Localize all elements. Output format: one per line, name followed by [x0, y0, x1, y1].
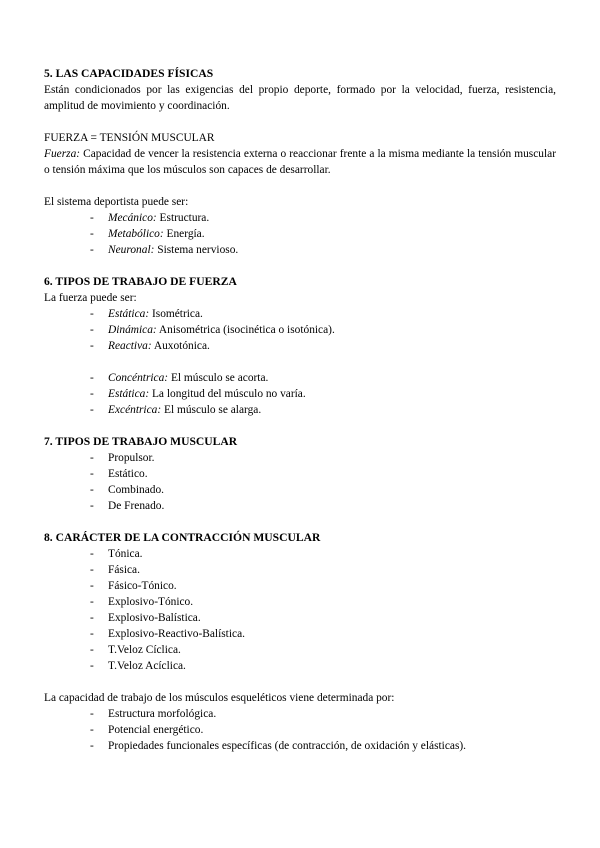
- item-text: Explosivo-Tónico.: [108, 596, 194, 608]
- fuerza-formula: FUERZA = TENSIÓN MUSCULAR: [44, 132, 215, 144]
- spacer: [44, 258, 556, 274]
- item-text: Auxotónica.: [151, 340, 210, 352]
- fuerza-definition: [44, 146, 556, 178]
- list-item: [44, 450, 556, 466]
- item-text: T.Veloz Cíclica.: [108, 644, 181, 656]
- list-item: [44, 578, 556, 594]
- list-item: [44, 402, 556, 418]
- item-text: Fásica.: [108, 564, 140, 576]
- section-6-intro: La fuerza puede ser:: [44, 292, 137, 304]
- section-6-title: 6. TIPOS DE TRABAJO DE FUERZA: [44, 275, 237, 288]
- item-text: La longitud del músculo no varía.: [149, 388, 306, 400]
- list-item: [44, 370, 556, 386]
- dash-bullet: -: [90, 708, 94, 720]
- item-text: Anisométrica (isocinética o isotónica).: [156, 324, 335, 336]
- dash-bullet: -: [90, 500, 94, 512]
- list-item: [44, 306, 556, 322]
- item-text: De Frenado.: [108, 500, 165, 512]
- item-term: Excéntrica:: [108, 404, 162, 416]
- contraction-character-list: [44, 546, 556, 674]
- item-term: Reactiva:: [108, 340, 152, 352]
- dash-bullet: -: [90, 628, 94, 640]
- section-5-intro: Están condicionados por las exigencias del propio deporte, formado por la velocidad, fuerza, resistencia, amplitud de movimiento y coordinación.: [44, 84, 556, 112]
- list-item: [44, 498, 556, 514]
- item-text: Fásico-Tónico.: [108, 580, 177, 592]
- item-text: El músculo se alarga.: [161, 404, 262, 416]
- item-text: T.Veloz Acíclica.: [108, 660, 186, 672]
- list-item: [44, 722, 556, 738]
- item-text: El músculo se acorta.: [168, 372, 269, 384]
- system-intro: El sistema deportista puede ser:: [44, 196, 189, 208]
- fuerza-term: Fuerza:: [44, 148, 81, 160]
- list-item: [44, 642, 556, 658]
- muscle-work-list: [44, 450, 556, 514]
- dash-bullet: -: [90, 596, 94, 608]
- item-text: Explosivo-Reactivo-Balística.: [108, 628, 245, 640]
- dash-bullet: -: [90, 468, 94, 480]
- dash-bullet: -: [90, 660, 94, 672]
- list-item: [44, 386, 556, 402]
- item-text: Tónica.: [108, 548, 143, 560]
- dash-bullet: -: [90, 340, 94, 352]
- list-item: [44, 658, 556, 674]
- dash-bullet: -: [90, 564, 94, 576]
- item-text: Isométrica.: [149, 308, 203, 320]
- item-text: Combinado.: [108, 484, 165, 496]
- section-7-title: 7. TIPOS DE TRABAJO MUSCULAR: [44, 435, 238, 448]
- item-term: Dinámica:: [108, 324, 157, 336]
- dash-bullet: -: [90, 644, 94, 656]
- capacity-list: [44, 706, 556, 754]
- item-text: Propulsor.: [108, 452, 155, 464]
- item-term: Estática:: [108, 308, 150, 320]
- dash-bullet: -: [90, 244, 94, 256]
- spacer: [44, 674, 556, 690]
- system-list: [44, 210, 556, 258]
- item-term: Concéntrica:: [108, 372, 169, 384]
- item-text: Estructura morfológica.: [108, 708, 217, 720]
- dash-bullet: -: [90, 228, 94, 240]
- fuerza-definition-text: Capacidad de vencer la resistencia externa o reaccionar frente a la misma mediante la tensión muscular o tensión máxima que los músculos son capaces de desarrollar.: [44, 148, 556, 176]
- item-text: Explosivo-Balística.: [108, 612, 201, 624]
- list-item: [44, 626, 556, 642]
- list-item: [44, 738, 556, 754]
- item-text: Potencial energético.: [108, 724, 204, 736]
- section-8-title: 8. CARÁCTER DE LA CONTRACCIÓN MUSCULAR: [44, 531, 321, 544]
- spacer: [44, 114, 556, 130]
- list-item: [44, 242, 556, 258]
- list-item: [44, 322, 556, 338]
- list-item: [44, 226, 556, 242]
- dash-bullet: -: [90, 452, 94, 464]
- spacer: [44, 178, 556, 194]
- dash-bullet: -: [90, 612, 94, 624]
- section-5-title: 5. LAS CAPACIDADES FÍSICAS: [44, 67, 214, 80]
- dash-bullet: -: [90, 308, 94, 320]
- dash-bullet: -: [90, 212, 94, 224]
- item-text: Energía.: [163, 228, 205, 240]
- list-item: [44, 466, 556, 482]
- list-item: [44, 594, 556, 610]
- item-text: Sistema nervioso.: [154, 244, 239, 256]
- spacer: [44, 514, 556, 530]
- dash-bullet: -: [90, 580, 94, 592]
- dash-bullet: -: [90, 388, 94, 400]
- spacer: [44, 418, 556, 434]
- list-item: [44, 546, 556, 562]
- item-text: Propiedades funcionales específicas (de contracción, de oxidación y elásticas).: [108, 740, 467, 752]
- dash-bullet: -: [90, 324, 94, 336]
- list-item: [44, 706, 556, 722]
- item-term: Mecánico:: [108, 212, 157, 224]
- capacity-intro: La capacidad de trabajo de los músculos esqueléticos viene determinada por:: [44, 692, 395, 704]
- dash-bullet: -: [90, 548, 94, 560]
- dash-bullet: -: [90, 724, 94, 736]
- item-text: Estructura.: [156, 212, 210, 224]
- force-types-list: [44, 306, 556, 354]
- list-item: [44, 610, 556, 626]
- contraction-types-list: [44, 370, 556, 418]
- item-term: Estática:: [108, 388, 150, 400]
- item-text: Estático.: [108, 468, 148, 480]
- list-item: [44, 482, 556, 498]
- dash-bullet: -: [90, 404, 94, 416]
- spacer: [44, 354, 556, 370]
- dash-bullet: -: [90, 740, 94, 752]
- item-term: Metabólico:: [108, 228, 164, 240]
- list-item: [44, 562, 556, 578]
- list-item: [44, 210, 556, 226]
- document-content: [44, 66, 556, 754]
- list-item: [44, 338, 556, 354]
- dash-bullet: -: [90, 484, 94, 496]
- item-term: Neuronal:: [108, 244, 155, 256]
- dash-bullet: -: [90, 372, 94, 384]
